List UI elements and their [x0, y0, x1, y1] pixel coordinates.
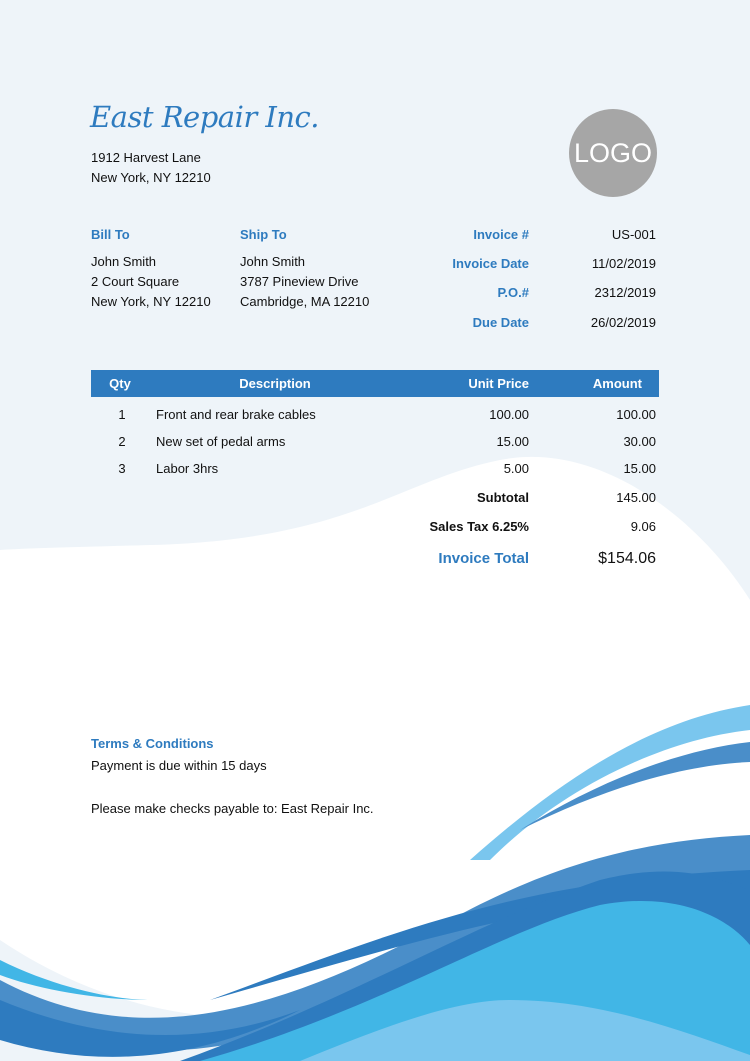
row-amount: 100.00	[616, 407, 656, 422]
row-amount: 15.00	[623, 461, 656, 476]
ship-to-line1: 3787 Pineview Drive	[240, 274, 359, 289]
company-name: East Repair Inc.	[90, 100, 320, 134]
terms-label: Terms & Conditions	[91, 736, 214, 751]
po-label: P.O.#	[497, 285, 529, 300]
bill-to-label: Bill To	[91, 227, 130, 242]
invoice-total-label: Invoice Total	[438, 550, 529, 567]
ship-to-label: Ship To	[240, 227, 287, 242]
tax-label: Sales Tax 6.25%	[429, 519, 529, 534]
due-date-value: 26/02/2019	[590, 315, 656, 330]
row-unit-price: 100.00	[489, 407, 529, 422]
tax-value: 9.06	[630, 519, 656, 534]
invoice-number-label: Invoice #	[473, 227, 529, 242]
subtotal-value: 145.00	[616, 490, 656, 505]
row-qty: 2	[118, 434, 126, 449]
row-qty: 1	[118, 407, 126, 422]
header-description: Description	[239, 376, 311, 391]
terms-line1: Payment is due within 15 days	[91, 758, 267, 773]
company-address-line1: 1912 Harvest Lane	[91, 150, 201, 165]
bill-to-line2: New York, NY 12210	[91, 294, 211, 309]
ship-to-name: John Smith	[240, 254, 306, 269]
table-header	[91, 370, 659, 397]
company-address-line2: New York, NY 12210	[91, 170, 211, 185]
invoice-number-value: US-001	[611, 227, 656, 242]
row-amount: 30.00	[623, 434, 656, 449]
logo-placeholder: LOGO	[569, 109, 657, 197]
header-qty: Qty	[109, 376, 131, 391]
invoice-date-value: 11/02/2019	[591, 256, 656, 271]
row-description: New set of pedal arms	[156, 434, 286, 449]
row-qty: 3	[118, 461, 126, 476]
header-amount: Amount	[592, 376, 642, 391]
bill-to-name: John Smith	[91, 254, 157, 269]
row-description: Labor 3hrs	[156, 461, 219, 476]
subtotal-label: Subtotal	[477, 490, 529, 505]
invoice-date-label: Invoice Date	[452, 256, 529, 271]
row-unit-price: 5.00	[503, 461, 529, 476]
bill-to-line1: 2 Court Square	[91, 274, 180, 289]
po-value: 2312/2019	[594, 285, 656, 300]
ship-to-line2: Cambridge, MA 12210	[240, 294, 370, 309]
row-description: Front and rear brake cables	[156, 407, 316, 422]
due-date-label: Due Date	[472, 315, 529, 330]
terms-line2: Please make checks payable to: East Repair Inc.	[91, 801, 374, 816]
invoice-total-value: $154.06	[598, 550, 656, 567]
row-unit-price: 15.00	[496, 434, 529, 449]
header-unit-price: Unit Price	[468, 376, 529, 391]
